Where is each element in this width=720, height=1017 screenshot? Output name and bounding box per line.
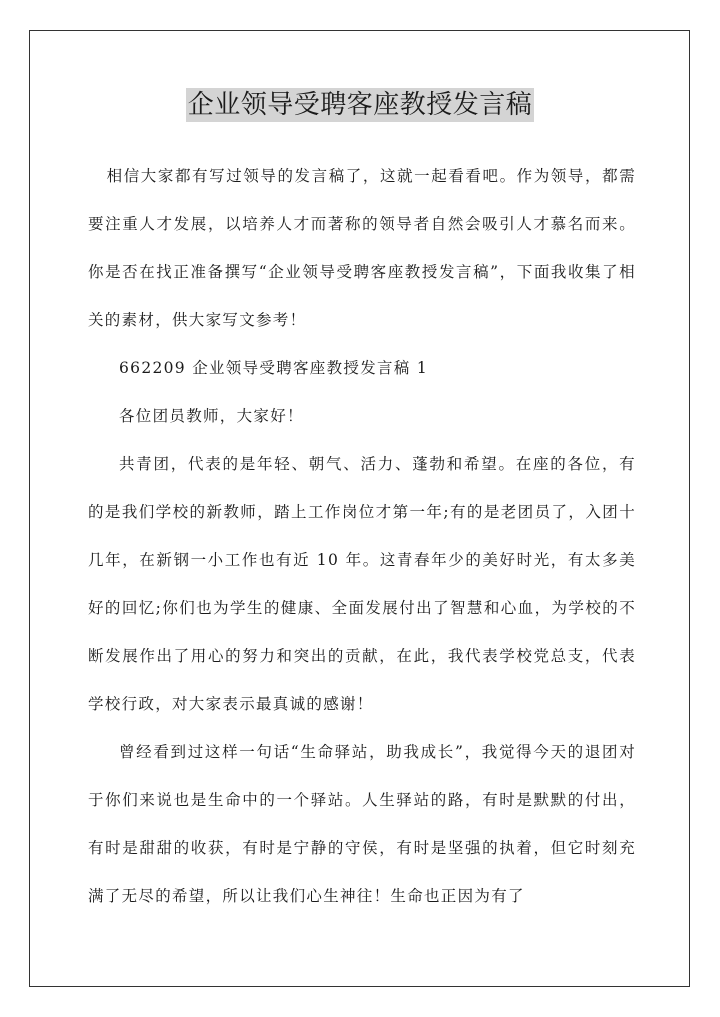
title-container: [0, 88, 720, 122]
paragraph-greeting: 各位团员教师，大家好！: [119, 407, 304, 425]
paragraph-intro: 相信大家都有写过领导的发言稿了，这就一起看看吧。作为领导，都需要注重人才发展，以培养人才而著称的领导者自然会吸引人才慕名而来。你是否在找正准备撰写“企业领导受聘客座教授发言稿”，下面我收集了相关的素材，供大家写文参考！: [88, 167, 636, 329]
document-title: 企业领导受聘客座教授发言稿: [187, 90, 533, 120]
paragraph-youth-league: 共青团，代表的是年轻、朝气、活力、蓬勃和希望。在座的各位，有的是我们学校的新教师，踏上工作岗位才第一年;有的是老团员了，入团十几年，在新钢一小工作也有近 10 年。这青春年少的美好时光，有太多美好的回忆;你们也为学生的健康、全面发展付出了智慧和心血，为学校的不断发展作出了用心的努力和突出的贡献，在此，我代表学校党总支，代表学校行政，对大家表示最真诚的感谢！: [88, 455, 636, 713]
document-body: [88, 152, 636, 920]
paragraph-heading: 662209 企业领导受聘客座教授发言稿 1: [119, 359, 428, 377]
paragraph-life-station: 曾经看到过这样一句话“生命驿站，助我成长”，我觉得今天的退团对于你们来说也是生命中的一个驿站。人生驿站的路，有时是默默的付出，有时是甜甜的收获，有时是宁静的守侯，有时是坚强的执着，但它时刻充满了无尽的希望，所以让我们心生神往！生命也正因为有了: [88, 743, 636, 905]
